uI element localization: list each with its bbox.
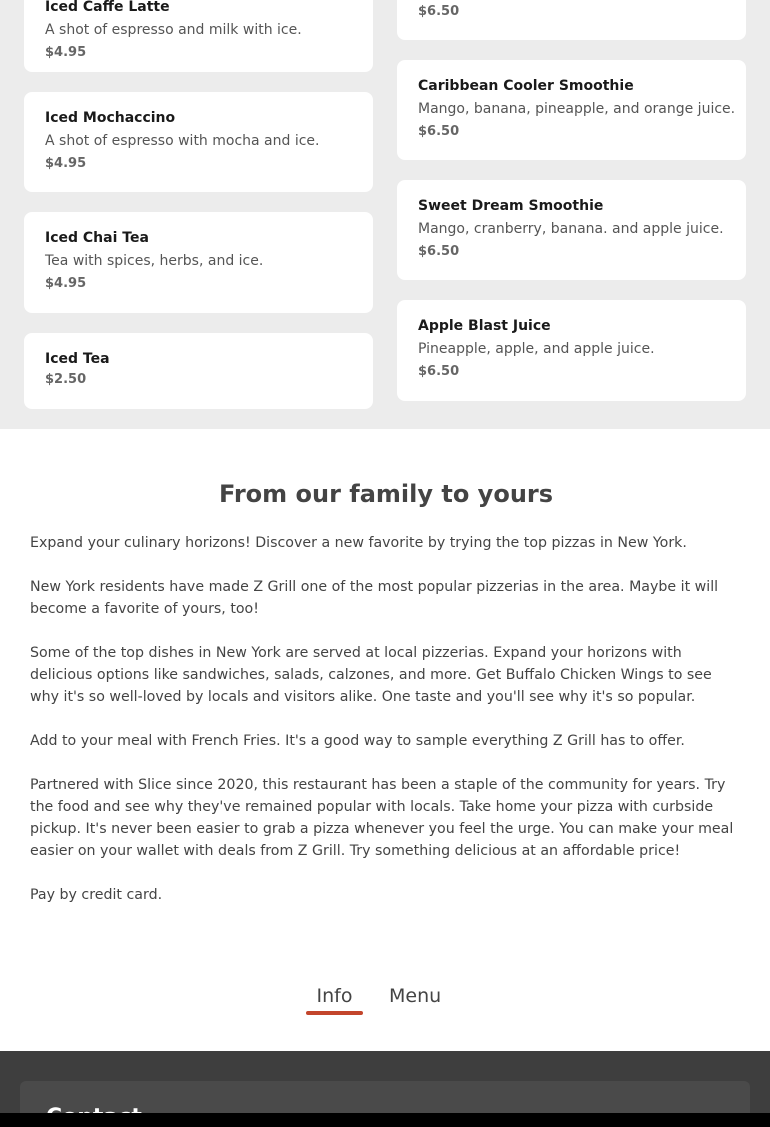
item-name: Caribbean Cooler Smoothie — [418, 78, 634, 94]
item-name: Apple Blast Juice — [418, 318, 551, 334]
item-price: $2.50 — [45, 372, 87, 387]
section-tabs — [0, 983, 770, 1017]
tab-info[interactable] — [306, 983, 363, 1009]
item-name: Sweet Dream Smoothie — [418, 198, 604, 214]
item-price: $6.50 — [418, 4, 460, 19]
item-description: A shot of espresso and milk with ice. — [45, 22, 302, 38]
item-name: Iced Mochaccino — [45, 110, 176, 126]
item-price: $6.50 — [418, 364, 460, 379]
item-description: A shot of espresso with mocha and ice. — [45, 133, 320, 149]
about-paragraph: Partnered with Slice since 2020, this restaurant has been a staple of the community for years. Try the food and see why they've remained popular with locals. Take home your pizza with curbside pickup. It's never been easier to grab a pizza whenever you feel the urge. You can make your meal easier on your wallet with deals from Z Grill. Try something delicious at an affordable price! — [30, 777, 734, 859]
item-price: $6.50 — [418, 124, 460, 139]
about-paragraph: Pay by credit card. — [30, 887, 163, 903]
item-name: Iced Tea — [45, 351, 110, 367]
menu-item-card[interactable] — [397, 300, 746, 401]
item-name: Iced Chai Tea — [45, 230, 149, 246]
item-price: $6.50 — [418, 244, 460, 259]
menu-item-card[interactable] — [24, 333, 373, 409]
menu-items-section — [0, 0, 770, 429]
bottom-bar — [0, 1113, 770, 1127]
menu-item-card[interactable] — [24, 92, 373, 192]
menu-item-card[interactable] — [24, 0, 373, 72]
item-name: Iced Caffe Latte — [45, 0, 170, 15]
item-price: $4.95 — [45, 156, 87, 171]
tab-menu[interactable] — [389, 983, 441, 1009]
tab-menu-label: Menu — [389, 985, 442, 1007]
item-description: Mango, banana, pineapple, and orange juice. — [418, 101, 736, 117]
menu-item-card[interactable] — [24, 212, 373, 313]
menu-item-card[interactable] — [397, 180, 746, 280]
menu-item-card[interactable] — [397, 0, 746, 40]
about-paragraph: Add to your meal with French Fries. It's a good way to sample everything Z Grill has to offer. — [30, 733, 685, 749]
about-paragraph: Some of the top dishes in New York are served at local pizzerias. Expand your horizons with delicious options like sandwiches, salads, calzones, and more. Get Buffalo Chicken Wings to see why it's so well-loved by locals and visitors alike. One taste and you'll see why it's so popular. — [30, 645, 712, 705]
about-paragraph: New York residents have made Z Grill one of the most popular pizzerias in the area. Maybe it will become a favorite of yours, too! — [30, 579, 719, 617]
menu-item-card[interactable] — [397, 60, 746, 160]
item-description: Pineapple, apple, and apple juice. — [418, 341, 655, 357]
active-tab-indicator — [306, 1011, 363, 1015]
item-description: Mango, cranberry, banana. and apple juice. — [418, 221, 724, 237]
item-price: $4.95 — [45, 45, 87, 60]
about-section — [30, 478, 742, 906]
item-price: $4.95 — [45, 276, 87, 291]
tab-info-label: Info — [316, 985, 353, 1007]
about-paragraph: Expand your culinary horizons! Discover a new favorite by trying the top pizzas in New York. — [30, 535, 687, 551]
about-title: From our family to yours — [218, 480, 554, 508]
item-description: Tea with spices, herbs, and ice. — [45, 253, 264, 269]
